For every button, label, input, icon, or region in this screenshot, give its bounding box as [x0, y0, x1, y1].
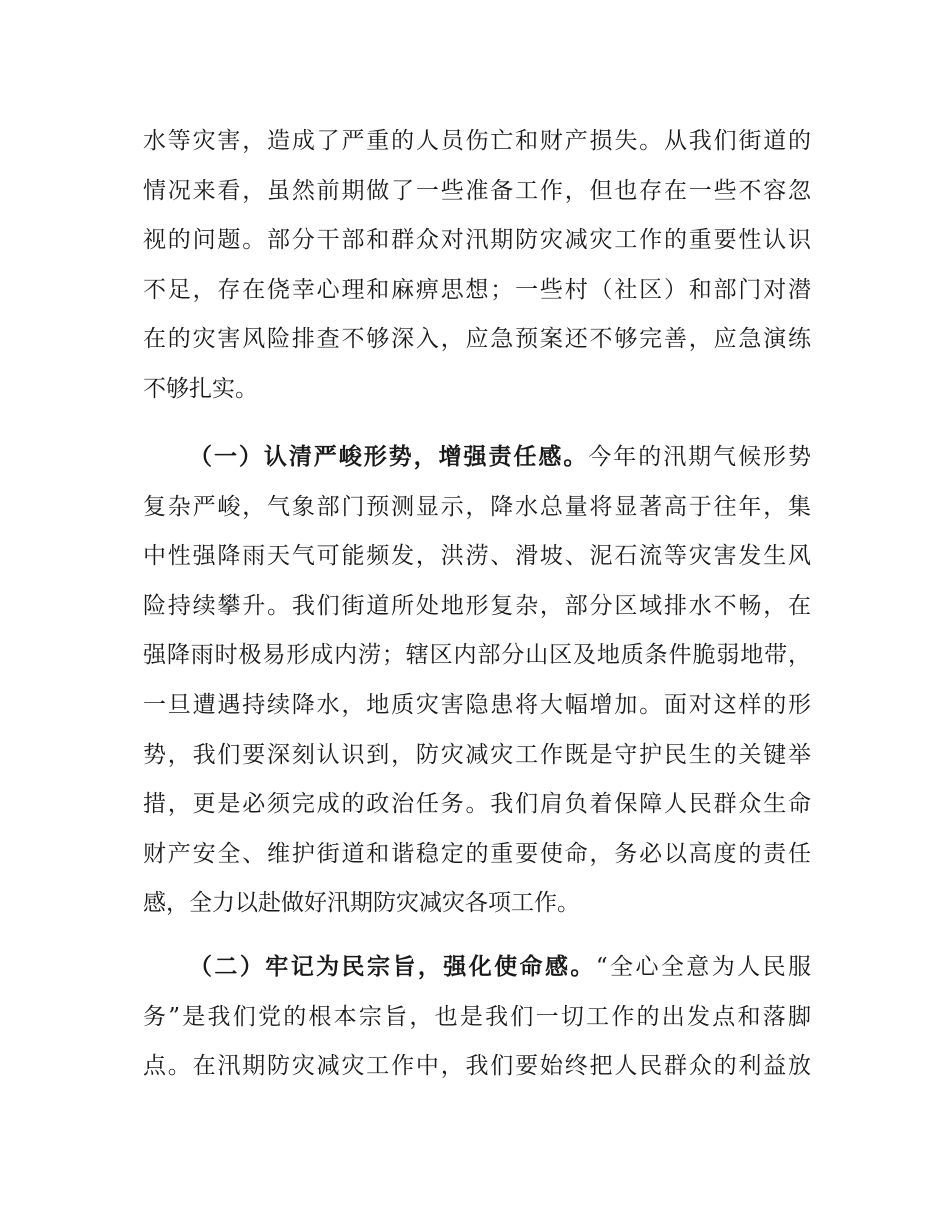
text-line: 情况来看，虽然前期做了一些准备工作，但也存在一些不容忽	[143, 177, 811, 204]
text-line: 点。在汛期防灾减灾工作中，我们要始终把人民群众的利益放	[143, 1053, 811, 1080]
paragraph-section-2	[143, 943, 811, 1092]
text-line: 不够扎实。	[143, 375, 258, 402]
text-line: 措，更是必须完成的政治任务。我们肩负着保障人民群众生命	[143, 791, 811, 818]
heading-line-text: 今年的汛期气候形势	[588, 444, 812, 470]
section-heading-line	[143, 433, 811, 483]
text-line: 在的灾害风险排查不够深入，应急预案还不够完善，应急演练	[143, 326, 811, 353]
text-line: 强降雨时极易形成内涝；辖区内部分山区及地质条件脆弱地带，	[143, 642, 811, 669]
section-heading: （一）认清严峻形势，增强责任感。	[189, 444, 589, 470]
text-line: 不足，存在侥幸心理和麻痹思想；一些村（社区）和部门对潜	[143, 276, 811, 303]
text-line: 一旦遭遇持续降水，地质灾害隐患将大幅增加。面对这样的形	[143, 691, 811, 718]
section-heading: （二）牢记为民宗旨，强化使命感。	[189, 954, 596, 980]
section-heading-line	[143, 943, 811, 993]
text-line: 财产安全、维护街道和谐稳定的重要使命，务必以高度的责任	[143, 840, 811, 867]
paragraph-continuation	[143, 117, 811, 415]
text-line: 视的问题。部分干部和群众对汛期防灾减灾工作的重要性认识	[143, 227, 811, 254]
heading-line-text: “全心全意为人民服	[595, 954, 811, 980]
text-line: 复杂严峻，气象部门预测显示，降水总量将显著高于往年，集	[143, 493, 811, 520]
paragraph-section-1	[143, 433, 811, 929]
text-line: 险持续攀升。我们街道所处地形复杂，部分区域排水不畅，在	[143, 592, 811, 619]
text-line: 势，我们要深刻认识到，防灾减灾工作既是守护民生的关键举	[143, 741, 811, 768]
text-line: 务”是我们党的根本宗旨，也是我们一切工作的出发点和落脚	[143, 1003, 811, 1030]
text-line: 中性强降雨天气可能频发，洪涝、滑坡、泥石流等灾害发生风	[143, 543, 811, 570]
text-line: 感，全力以赴做好汛期防灾减灾各项工作。	[143, 890, 580, 917]
text-line: 水等灾害，造成了严重的人员伤亡和财产损失。从我们街道的	[143, 128, 811, 154]
